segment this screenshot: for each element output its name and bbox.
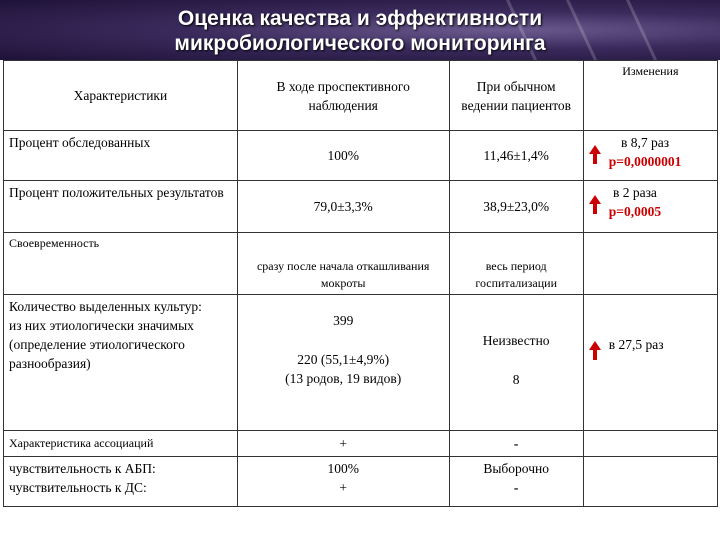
cell-usual: - [449,431,583,457]
page-title [0,6,720,56]
cell-usual [449,295,583,431]
table-row [4,431,718,457]
sensitivity-abp-value: 100% [327,461,359,476]
title-line-1: Оценка качества и эффективности [177,7,543,30]
sensitivity-ds-label: чувствительность к ДС: [9,480,147,495]
cell-prospective [237,295,449,431]
cultures-usual-significant: 8 [512,372,520,387]
cultures-diversity: (13 родов, 19 видов) [285,371,402,386]
sensitivity-ds-value: + [339,480,347,495]
change-value: в 27,5 раз [608,337,664,352]
arrow-up-icon [589,341,601,350]
cell-usual: 38,9±23,0% [449,181,583,233]
row-label-sub: из них этиологически значимых (определение этиологического разнообразия) [9,318,194,371]
table-header-row [4,61,718,131]
header-changes: Изменения [583,61,717,131]
table-row [4,457,718,507]
cultures-significant: 220 (55,1±4,9%) [297,352,390,367]
cultures-usual: Неизвестно [482,333,550,348]
cell-change [583,131,717,181]
header-banner [0,0,720,60]
table-row [4,295,718,431]
cell-change [583,457,717,507]
title-line-2: микробиологического мониторинга [174,32,546,55]
cell-prospective: + [237,431,449,457]
comparison-table [3,60,718,507]
header-characteristics: Характеристики [4,61,238,131]
cell-usual [449,457,583,507]
table-row [4,181,718,233]
change-value: в 2 раза [612,185,657,200]
row-label [4,457,238,507]
p-value: р=0,0005 [608,204,662,219]
row-label: Своевременность [4,233,238,295]
row-label-main: Количество выделенных культур: [9,299,202,314]
cell-prospective [237,457,449,507]
row-label: Характеристика ассоциаций [4,431,238,457]
change-value: в 8,7 раз [621,135,670,150]
row-label: Процент положительных результатов [4,181,238,233]
cell-change [583,233,717,295]
cell-change [583,181,717,233]
sensitivity-abp-label: чувствительность к АБП: [9,461,156,476]
sensitivity-ds-usual: - [513,480,519,495]
arrow-up-icon [589,145,601,154]
table-row [4,233,718,295]
cell-usual: 11,46±1,4% [449,131,583,181]
cell-prospective: 100% [237,131,449,181]
header-usual: При обычном ведении пациентов [449,61,583,131]
cell-prospective: сразу после начала откашливания мокроты [237,233,449,295]
cell-prospective: 79,0±3,3% [237,181,449,233]
cell-change [583,431,717,457]
row-label [4,295,238,431]
sensitivity-abp-usual: Выборочно [483,461,549,476]
cell-change [583,295,717,431]
p-value: р=0,0000001 [608,154,682,169]
cell-usual: весь период госпитализации [449,233,583,295]
arrow-up-icon [589,195,601,204]
row-label: Процент обследованных [4,131,238,181]
header-prospective: В ходе проспективного наблюдения [237,61,449,131]
table-row [4,131,718,181]
cultures-total: 399 [333,313,354,328]
